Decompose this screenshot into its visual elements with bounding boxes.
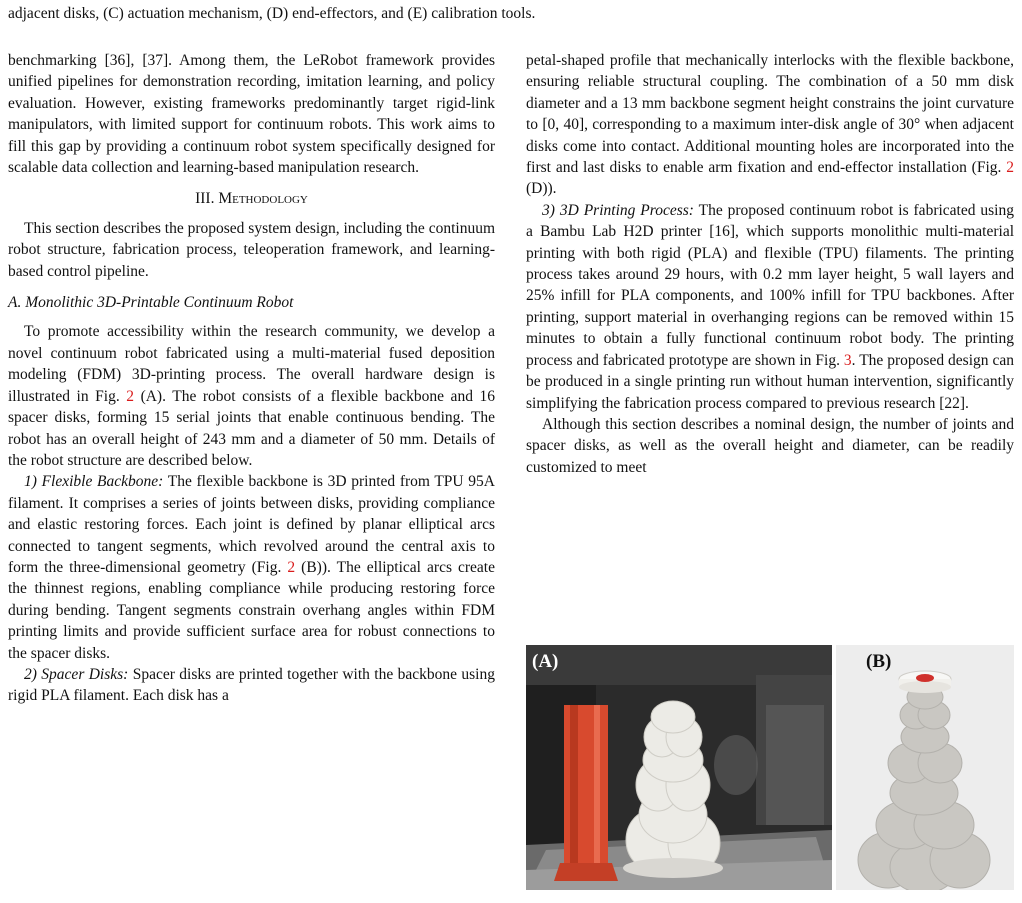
left-column <box>8 50 495 707</box>
section-heading-methodology: III. Methodology <box>195 190 308 208</box>
text-segment: petal-shaped profile that mechanically interlocks with the flexible backbone, ensuring reliable structural coupling. The combination of a 50 mm disk diameter and a 13 mm backbone segment height constrains the joint curvature to [0, 40], corresponding to a maximum inter-disk angle of 30° when adjacent disks come into contact. Additional mounting holes are incorporated into the first and last disks to enable arm fixation and end-effector installation (Fig. <box>526 52 1014 177</box>
paragraph-related-work: benchmarking [36], [37]. Among them, the LeRobot framework provides unified pipelines for demonstration recording, imitation learning, and policy evaluation. However, existing frameworks predominantly target rigid-link manipulators, with limited support for continuum robots. This work aims to fill this gap by providing a continuum robot system specifically designed for scalable data collection and learning-based manipulation research. <box>8 52 495 177</box>
paragraph-spacer-disks-cont <box>526 50 1014 200</box>
figure-ref-link[interactable]: 2 <box>1006 159 1014 177</box>
paragraph-section-intro: This section describes the proposed system design, including the continuum robot structure, fabrication process, teleoperation framework, and learning-based control pipeline. <box>8 219 495 280</box>
panel-label-a: (A) <box>532 651 559 672</box>
text-segment: . The proposed design can be produced in a single printing run without human intervention, significantly simplifying the fabrication process compared to previous research [22]. <box>526 351 1014 412</box>
figure-caption-continuation: adjacent disks, (C) actuation mechanism, (D) end-effectors, and (E) calibration tools. <box>8 5 536 22</box>
paragraph-customization: Although this section describes a nominal design, the number of joints and spacer disks, as well as the overall height and diameter, can be readily customized to meet <box>526 415 1014 476</box>
paragraph-heading: 3) 3D Printing Process: <box>542 201 694 219</box>
paragraph-3d-printing <box>526 200 1014 414</box>
text-segment: The proposed continuum robot is fabricated using a Bambu Lab H2D printer [16], which supports monolithic multi-material printing with both rigid (PLA) and flexible (TPU) filaments. The printing process takes around 29 hours, with 0.2 mm layer height, 5 wall layers and 25% infill for PLA components, and 100% infill for TPU backbones. After printing, support material in overhanging regions can be removed within 15 minutes to obtain a fully functional continuum robot body. The printing process and fabricated prototype are shown in Fig. <box>526 201 1014 369</box>
subsection-heading-continuum-robot: A. Monolithic 3D-Printable Continuum Robot <box>8 294 294 312</box>
text-segment: (D)). <box>526 180 557 198</box>
paragraph-spacer-disks <box>8 664 495 707</box>
photo-fabricated-prototype <box>836 645 1014 890</box>
text-segment: To promote accessibility within the research community, we develop a novel continuum robot fabricated using a multi-material fused deposition modeling (FDM) 3D-printing process. The overall hardware design is illustrated in Fig. <box>8 323 495 405</box>
paragraph-heading: 2) Spacer Disks: <box>24 665 129 683</box>
paragraph-heading: 1) Flexible Backbone: <box>24 473 164 491</box>
text-segment: Spacer disks are printed together with the backbone using rigid PLA filament. Each disk has a <box>8 665 495 705</box>
figure-3-photos <box>526 645 1014 890</box>
paragraph-robot-overview <box>8 321 495 471</box>
text-segment: (B)). The elliptical arcs create the thinnest regions, enabling compliance while producing restoring force during bending. Tangent segments constrain overhang angles within FDM printing limits and provide sufficient surface area for robust connections to the spacer disks. <box>8 558 495 662</box>
printer-photo-illustration <box>526 645 832 890</box>
figure-ref-link[interactable]: 2 <box>126 387 135 405</box>
text-segment: (A). The robot consists of a flexible backbone and 16 spacer disks, forming 15 serial joints that enable continuous bending. The robot has an overall height of 243 mm and a diameter of 50 mm. Details of the robot structure are described below. <box>8 387 495 469</box>
robot-photo-illustration <box>836 645 1014 890</box>
photo-printing-process <box>526 645 832 890</box>
paragraph-flexible-backbone <box>8 471 495 664</box>
panel-label-b: (B) <box>866 651 892 672</box>
right-column <box>526 50 1014 478</box>
figure-ref-link[interactable]: 2 <box>287 558 296 576</box>
figure-ref-link[interactable]: 3 <box>843 351 852 369</box>
text-segment: The flexible backbone is 3D printed from TPU 95A filament. It comprises a series of joints between disks, providing compliance and elastic restoring forces. Each joint is defined by planar elliptical arcs connected to tangent segments, which revolved around the central axis to form the three-dimensional geometry (Fig. <box>8 473 495 576</box>
